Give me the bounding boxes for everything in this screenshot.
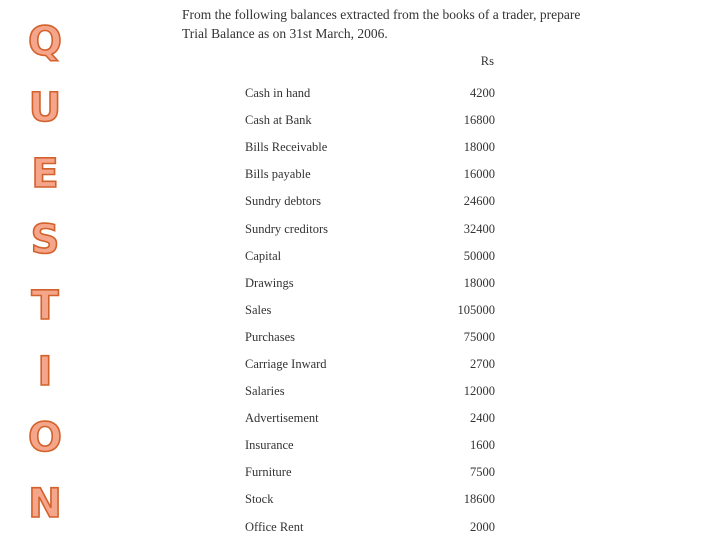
account-amount: 18600: [463, 492, 495, 507]
table-row: [245, 459, 495, 486]
account-name: Drawings: [245, 275, 294, 290]
question-line-2: Trial Balance as on 31st March, 2006.: [182, 26, 388, 41]
account-amount: 16000: [463, 167, 495, 182]
table-row: [245, 215, 495, 242]
table-row: [245, 188, 495, 215]
account-name: Sundry debtors: [245, 194, 322, 209]
account-name: Sundry creditors: [245, 221, 328, 236]
table-row: [245, 432, 495, 459]
title-letter-n: N: [28, 481, 62, 527]
account-amount: 18000: [463, 275, 495, 290]
account-amount: 7500: [470, 465, 495, 480]
account-amount: 2400: [470, 411, 495, 426]
account-name: Bills Receivable: [245, 140, 328, 155]
account-name: Insurance: [245, 438, 294, 453]
account-amount: 50000: [463, 248, 495, 263]
table-row: [245, 80, 495, 107]
account-name: Cash in hand: [245, 86, 311, 101]
table-row: [245, 134, 495, 161]
title-letter-i: I: [37, 349, 53, 395]
question-text: [182, 5, 597, 43]
account-amount: 1600: [470, 438, 495, 453]
table-row: [245, 405, 495, 432]
account-name: Capital: [245, 248, 282, 263]
amount-column-header: Rs: [480, 54, 494, 68]
balances-table: [245, 80, 495, 541]
title-letter-e: E: [31, 151, 59, 197]
account-name: Carriage Inward: [245, 356, 327, 371]
table-row: [245, 107, 495, 134]
table-row: [245, 486, 495, 513]
table-row: [245, 324, 495, 351]
account-amount: 18000: [463, 140, 495, 155]
account-amount: 105000: [457, 302, 495, 317]
table-row: [245, 297, 495, 324]
account-name: Purchases: [245, 329, 295, 344]
table-row: [245, 243, 495, 270]
account-name: Furniture: [245, 465, 292, 480]
title-letter-u: U: [28, 85, 62, 131]
account-name: Cash at Bank: [245, 113, 312, 128]
account-amount: 12000: [463, 384, 495, 399]
account-amount: 24600: [463, 194, 495, 209]
table-row: [245, 270, 495, 297]
account-name: Bills payable: [245, 167, 311, 182]
account-name: Advertisement: [245, 411, 319, 426]
title-letter-q: Q: [27, 19, 62, 65]
account-amount: 32400: [463, 221, 495, 236]
account-amount: 16800: [463, 113, 495, 128]
account-amount: 2700: [470, 356, 495, 371]
vertical-question-title: [20, 19, 70, 532]
question-line-1: From the following balances extracted from the books of a trader, prepare: [182, 7, 581, 22]
account-name: Salaries: [245, 384, 285, 399]
account-name: Stock: [245, 492, 274, 507]
account-amount: 75000: [463, 329, 495, 344]
account-name: Sales: [245, 302, 272, 317]
table-row: [245, 378, 495, 405]
table-row: [245, 514, 495, 541]
title-letter-s: S: [30, 217, 60, 263]
account-amount: 2000: [470, 519, 495, 534]
table-row: [245, 351, 495, 378]
account-name: Office Rent: [245, 519, 304, 534]
title-letter-t: T: [31, 283, 59, 329]
title-letter-o: O: [27, 415, 62, 461]
account-amount: 4200: [470, 86, 495, 101]
table-row: [245, 161, 495, 188]
